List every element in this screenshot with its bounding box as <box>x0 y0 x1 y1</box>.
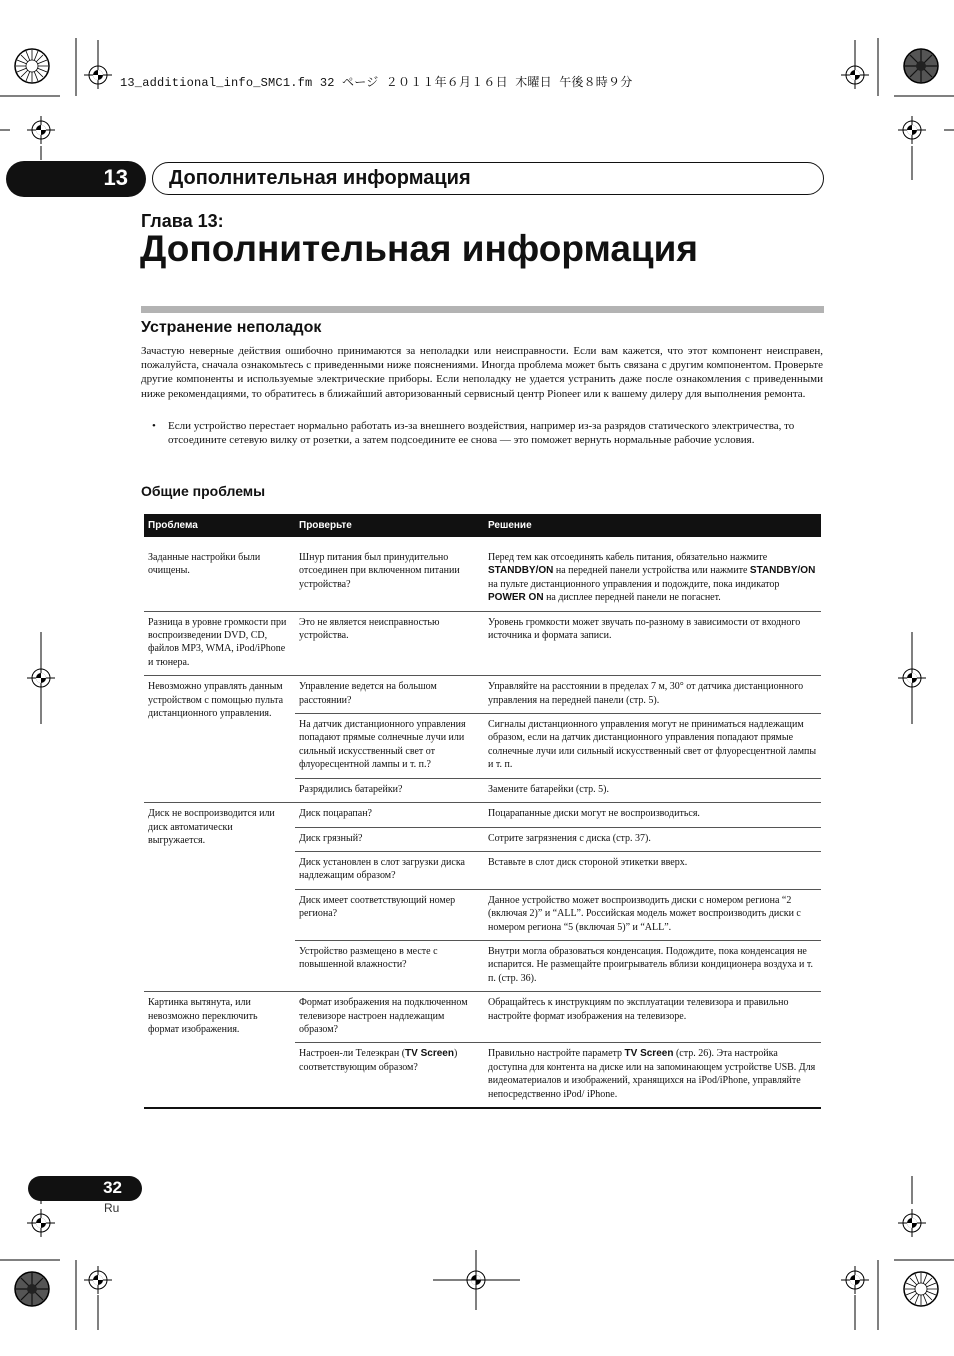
table-row-group <box>144 676 821 803</box>
button-label: STANDBY/ON <box>488 565 554 577</box>
column-header-check: Проверьте <box>299 520 352 531</box>
check-cell: Шнур питания был принудительно отсоединен при включенном питании устройства? <box>299 552 460 590</box>
page-title: Дополнительная информация <box>140 228 699 269</box>
chapter-number: 13 <box>103 165 128 190</box>
check-cell: Диск грязный? <box>299 832 363 844</box>
check-cell: Настроен-ли Телеэкран (TV Screen) соответствующим образом? <box>299 1048 458 1073</box>
section-divider <box>141 306 824 313</box>
setting-label: TV Screen <box>405 1048 454 1060</box>
table-row-group <box>144 803 821 992</box>
solution-cell: Перед тем как отсоединять кабель питания, обязательно нажмите STANDBY/ON на передней панели устройства или нажмите STANDBY/ON на пульте дистанционного управления и подождите, пока индикатор POWER ON на дисплее передней панели не погаснет. <box>488 552 816 604</box>
problem-cell: Невозможно управлять данным устройством с помощью пульта дистанционного управления. <box>148 681 284 720</box>
intro-paragraph: Зачастую неверные действия ошибочно принимаются за неполадки или неисправности. Если вам кажется, что этот компонент неисправен, пожалуйста, сначала ознакомьтесь с приведенными ниже пояснениями. Иногда проблема может быть связана с другим компонентом. Проверьте другие компоненты и используемые электрические приборы. Если неполадку не удается устранить даже после ознакомления с приведенными ниже рекомендациями, то обратитесь в ближайший авторизованный сервисный центр Pioneer или к вашему дилеру для выполнения ремонта. <box>141 345 823 400</box>
table-row <box>295 676 821 714</box>
chapter-label: Глава 13: <box>141 211 224 231</box>
table-row <box>295 852 821 890</box>
table-row <box>295 1043 821 1107</box>
file-header: 13_additional_info_SMC1.fm 32 ページ ２０１１年６月１６日 木曜日 午後８時９分 <box>120 76 633 90</box>
solution-cell: Вставьте в слот диск стороной этикетки вверх. <box>488 856 688 868</box>
bullet-text: Если устройство перестает нормально работать из-за внешнего воздействия, например из-за разрядов статического электричества, то отсоедините сетевую вилку от розетки, а затем подсоедините ее снова — это поможет вернуть нормальные рабочие условия. <box>168 420 795 447</box>
check-cell: Диск установлен в слот загрузки диска надлежащим образом? <box>299 856 465 882</box>
table-row <box>295 828 821 852</box>
table-row <box>295 803 821 827</box>
solution-cell: Сигналы дистанционного управления могут не приниматься надлежащим образом, если на датчик дистанционного управления попадают прямые солнечные лучи или сильный искусственный свет от флуоресцентной лампы и т. п. <box>488 719 817 771</box>
table-row <box>295 890 821 941</box>
chapter-header-title: Дополнительная информация <box>169 167 471 189</box>
subsection-title: Общие проблемы <box>141 483 266 499</box>
chapter-tab <box>6 161 146 197</box>
page-language: Ru <box>104 1201 120 1215</box>
check-cell: Формат изображения на подключенном телевизоре настроен надлежащим образом? <box>299 997 468 1035</box>
solution-cell: Данное устройство может воспроизводить диски с номером региона “2 (включая 2)” и “ALL”. Российская модель может воспроизводить диски с номером региона “5 (включая 5)” и “ALL”. <box>488 894 801 933</box>
problem-cell: Диск не воспроизводится или диск автоматически выгружается. <box>148 808 275 846</box>
page-number: 32 <box>103 1178 122 1197</box>
table-row-group <box>144 547 821 612</box>
table-row <box>295 547 821 611</box>
table-row <box>295 612 821 649</box>
check-cell: Разрядились батарейки? <box>299 783 403 795</box>
solution-cell: Сотрите загрязнения с диска (стр. 37). <box>488 832 651 844</box>
solution-cell: Правильно настройте параметр TV Screen (стр. 26). Эта настройка доступна для контента на диске или на запоминающем устройстве USB. Для видеоматериалов и изображений, хранящихся на iPod/iPhone, управляйте непосредственно iPod/ iPhone. <box>488 1048 816 1100</box>
chapter-header-bar <box>152 162 824 195</box>
table-row <box>295 779 821 802</box>
table-row-group <box>144 992 821 1109</box>
bullet-item <box>141 419 823 447</box>
bullet-icon: • <box>152 420 156 432</box>
check-cell: Это не является неисправностью устройства. <box>299 616 440 642</box>
column-header-problem: Проблема <box>148 520 198 531</box>
solution-cell: Обращайтесь к инструкциям по эксплуатации телевизора и правильно настройте формат изображения на телевизоре. <box>488 997 789 1022</box>
solution-cell: Внутри могла образоваться конденсация. Подождите, пока конденсация не испарится. Не размещайте проигрыватель вблизи кондиционера воздуха и т. п. (стр. 36). <box>488 945 814 984</box>
setting-label: TV Screen <box>624 1048 674 1060</box>
table-header <box>144 514 821 537</box>
table-row-group <box>144 612 821 677</box>
table-row <box>295 992 821 1043</box>
check-cell: Диск имеет соответствующий номер региона? <box>299 894 456 920</box>
indicator-label: POWER ON <box>488 592 544 604</box>
problem-cell: Картинка вытянута, или невозможно переключить формат изображения. <box>148 997 258 1035</box>
table-row <box>295 714 821 779</box>
section-title: Устранение неполадок <box>141 319 322 336</box>
check-cell: Устройство размещено в месте с повышенной влажности? <box>299 945 438 971</box>
problem-cell: Заданные настройки были очищены. <box>148 552 261 577</box>
check-cell: На датчик дистанционного управления попадают прямые солнечные лучи или сильный искусственный свет от флуоресцентной лампы и т. п.? <box>299 719 466 771</box>
table-row <box>295 941 821 991</box>
troubleshooting-table <box>144 514 821 1109</box>
solution-cell: Замените батарейки (стр. 5). <box>488 783 610 795</box>
problem-cell: Разница в уровне громкости при воспроизведении DVD, CD, файлов MP3, WMA, iPod/iPhone и тюнера. <box>148 616 287 668</box>
solution-cell: Уровень громкости может звучать по-разному в зависимости от входного источника и формата записи. <box>488 616 801 642</box>
page-number-tab <box>28 1176 142 1201</box>
solution-cell: Поцарапанные диски могут не воспроизводиться. <box>488 808 700 820</box>
button-label: STANDBY/ON <box>749 565 816 577</box>
check-cell: Диск поцарапан? <box>299 808 372 820</box>
solution-cell: Управляйте на расстоянии в пределах 7 м, 30° от датчика дистанционного управления на передней панели (стр. 5). <box>488 681 804 706</box>
check-cell: Управление ведется на большом расстоянии? <box>299 681 437 706</box>
column-header-solution: Решение <box>488 520 532 531</box>
